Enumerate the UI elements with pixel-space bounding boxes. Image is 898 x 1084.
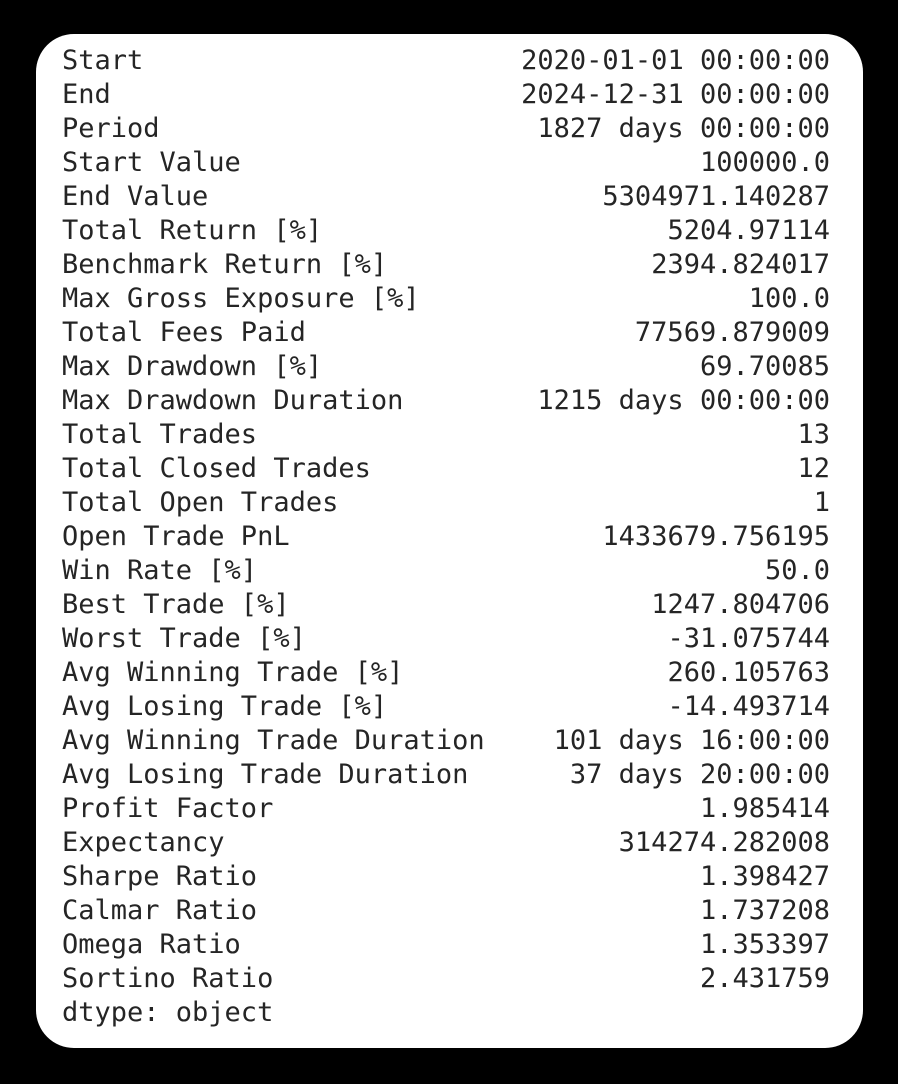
stat-value: 260.105763 [667, 657, 830, 688]
stat-label: Total Closed Trades [62, 453, 371, 484]
stat-row [62, 452, 830, 486]
stat-label: Expectancy [62, 827, 225, 858]
stat-row [62, 690, 830, 724]
stat-row [62, 962, 830, 996]
stat-row [62, 384, 830, 418]
stat-label: Period [62, 113, 160, 144]
stat-value: 100.0 [748, 283, 830, 314]
stat-label: Benchmark Return [%] [62, 249, 388, 280]
stat-row [62, 486, 830, 520]
stat-value: 13 [797, 419, 830, 450]
stat-row [62, 418, 830, 452]
stat-row [62, 656, 830, 690]
stat-label: Best Trade [%] [62, 589, 290, 620]
stat-value: 69.70085 [699, 351, 830, 382]
stat-label: Total Open Trades [62, 487, 339, 518]
stat-row [62, 860, 830, 894]
stat-label: Calmar Ratio [62, 895, 258, 926]
stat-value: -14.493714 [667, 691, 830, 722]
stat-value: 2024-12-31 00:00:00 [521, 79, 830, 110]
stat-label: End [62, 79, 111, 110]
stat-label: Start Value [62, 147, 241, 178]
stat-label: Total Return [%] [62, 215, 323, 246]
stat-row [62, 554, 830, 588]
stat-value: 1 [813, 487, 830, 518]
stat-label: Max Drawdown [%] [62, 351, 323, 382]
stat-label: Win Rate [%] [62, 555, 258, 586]
stat-row [62, 44, 830, 78]
stat-value: 1.737208 [699, 895, 830, 926]
stat-row [62, 520, 830, 554]
stat-label: Start [62, 45, 144, 76]
stat-label: End Value [62, 181, 209, 212]
stat-label: Avg Winning Trade Duration [62, 725, 485, 756]
stat-row [62, 112, 830, 146]
stat-label: Profit Factor [62, 793, 274, 824]
stat-value: 1.353397 [699, 929, 830, 960]
stat-row [62, 248, 830, 282]
stat-value: 1.985414 [699, 793, 830, 824]
stat-row [62, 928, 830, 962]
stat-row [62, 894, 830, 928]
stat-value: 5204.97114 [667, 215, 830, 246]
stat-value: -31.075744 [667, 623, 830, 654]
stat-row [62, 826, 830, 860]
stat-value: 77569.879009 [634, 317, 830, 348]
stat-row [62, 146, 830, 180]
stat-label: Total Fees Paid [62, 317, 306, 348]
stat-row [62, 316, 830, 350]
stat-label: dtype: object [62, 997, 274, 1028]
stat-value: 1827 days 00:00:00 [537, 113, 830, 144]
stat-row [62, 758, 830, 792]
stat-row [62, 180, 830, 214]
stats-list [62, 44, 830, 1030]
stat-value: 1215 days 00:00:00 [537, 385, 830, 416]
stat-row [62, 724, 830, 758]
backtest-stats-card [36, 34, 863, 1048]
stat-label: Avg Losing Trade Duration [62, 759, 469, 790]
stat-row [62, 214, 830, 248]
stat-value: 1247.804706 [651, 589, 830, 620]
stat-value: 12 [797, 453, 830, 484]
stat-row [62, 996, 830, 1030]
stat-value: 1.398427 [699, 861, 830, 892]
stat-label: Sharpe Ratio [62, 861, 258, 892]
stat-row [62, 792, 830, 826]
stat-value: 2.431759 [699, 963, 830, 994]
stat-label: Avg Losing Trade [%] [62, 691, 388, 722]
stat-row [62, 350, 830, 384]
stat-value: 5304971.140287 [602, 181, 830, 212]
stat-label: Max Gross Exposure [%] [62, 283, 420, 314]
stat-label: Open Trade PnL [62, 521, 290, 552]
stat-value: 2394.824017 [651, 249, 830, 280]
stat-row [62, 588, 830, 622]
stat-row [62, 282, 830, 316]
stat-label: Worst Trade [%] [62, 623, 306, 654]
stat-row [62, 622, 830, 656]
stat-value: 314274.282008 [618, 827, 830, 858]
stat-row [62, 78, 830, 112]
stat-label: Sortino Ratio [62, 963, 274, 994]
stat-value: 1433679.756195 [602, 521, 830, 552]
stat-label: Avg Winning Trade [%] [62, 657, 404, 688]
stat-value: 50.0 [764, 555, 830, 586]
stat-label: Total Trades [62, 419, 258, 450]
stat-label: Max Drawdown Duration [62, 385, 404, 416]
stat-value: 37 days 20:00:00 [569, 759, 830, 790]
stat-value: 100000.0 [699, 147, 830, 178]
stat-label: Omega Ratio [62, 929, 241, 960]
stat-value: 2020-01-01 00:00:00 [521, 45, 830, 76]
stat-value: 101 days 16:00:00 [553, 725, 830, 756]
